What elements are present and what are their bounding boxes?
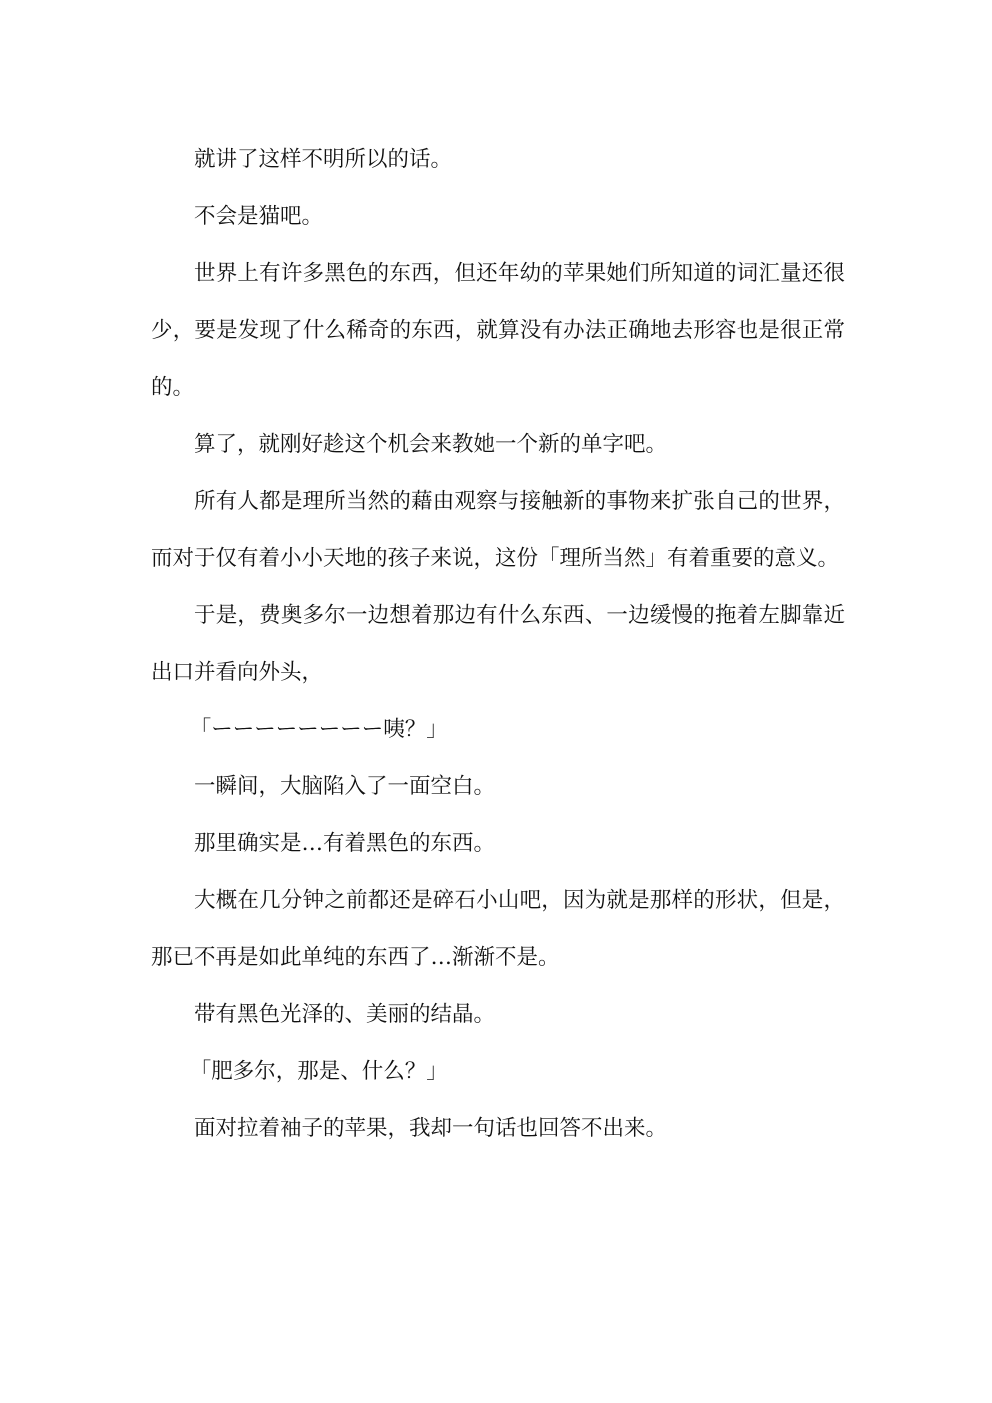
- dialogue-line: 「ーーーーーーーー咦？」: [189, 717, 448, 742]
- paragraph: 就讲了这样不明所以的话。: [194, 147, 453, 172]
- text-body: [151, 131, 845, 1157]
- paragraph: 算了，就刚好趁这个机会来教她一个新的单字吧。: [194, 432, 668, 457]
- paragraph: 大概在几分钟之前都还是碎石小山吧，因为就是那样的形状，但是，那已不再是如此单纯的东西了…渐渐不是。: [151, 888, 845, 970]
- paragraph: 于是，费奥多尔一边想着那边有什么东西、一边缓慢的拖着左脚靠近出口并看向外头，: [151, 603, 845, 685]
- paragraph: 不会是猫吧。: [194, 204, 324, 229]
- paragraph: 面对拉着袖子的苹果，我却一句话也回答不出来。: [194, 1116, 668, 1141]
- paragraph: 那里确实是…有着黑色的东西。: [194, 831, 496, 856]
- paragraph: 所有人都是理所当然的藉由观察与接触新的事物来扩张自己的世界，而对于仅有着小小天地的孩子来说，这份「理所当然」有着重要的意义。: [151, 489, 845, 571]
- paragraph: 世界上有许多黑色的东西，但还年幼的苹果她们所知道的词汇量还很少，要是发现了什么稀奇的东西，就算没有办法正确地去形容也是很正常的。: [151, 261, 845, 400]
- paragraph: 一瞬间，大脑陷入了一面空白。: [194, 774, 496, 799]
- dialogue-line: 「肥多尔，那是、什么？」: [189, 1059, 448, 1084]
- paragraph: 带有黑色光泽的、美丽的结晶。: [194, 1002, 496, 1027]
